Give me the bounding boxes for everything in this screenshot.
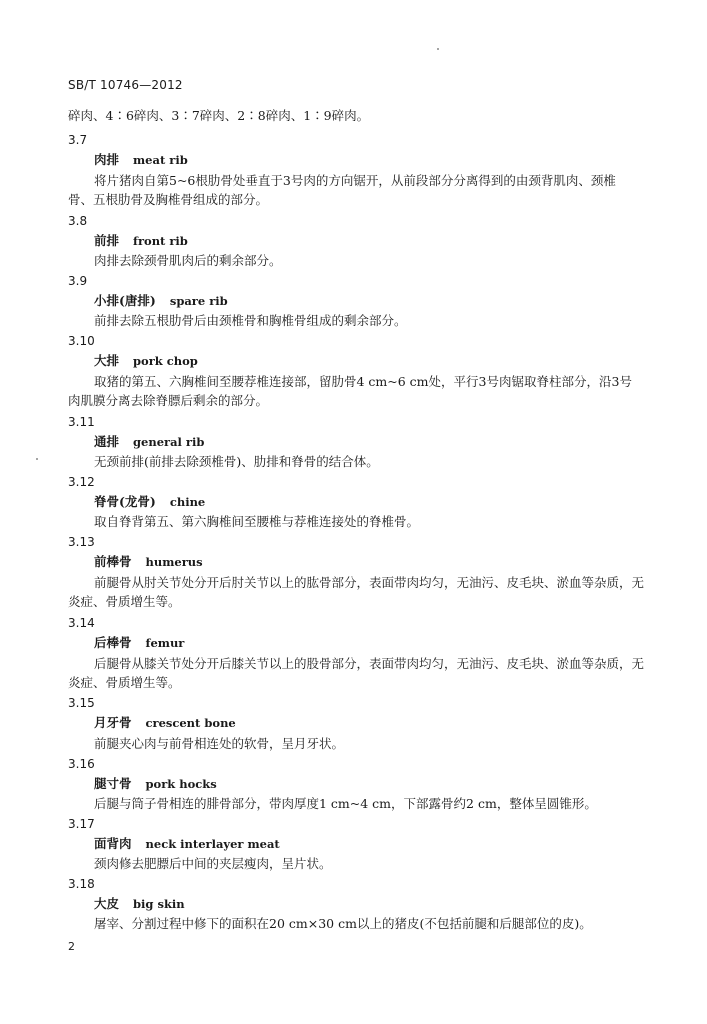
- definition-line: 后腿骨从膝关节处分开后膝关节以上的股骨部分，表面带肉均匀，无油污、皮毛块、淤血等杂质，无: [94, 656, 645, 671]
- paragraph-line: 碎肉、4∶6碎肉、3∶7碎肉、2∶8碎肉、1∶9碎肉。: [68, 108, 370, 123]
- term-en: big skin: [133, 897, 185, 911]
- term-heading: [94, 233, 188, 249]
- term-heading: [94, 715, 236, 731]
- definition-line: 肉肌膜分离去除脊膘后剩余的部分。: [68, 393, 269, 408]
- section-number: 3.13: [68, 535, 95, 549]
- term-en: general rib: [133, 435, 205, 449]
- definition-line: 屠宰、分割过程中修下的面积在20 cm×30 cm以上的猪皮(不包括前腿和后腿部位的皮)。: [94, 916, 592, 931]
- scan-speck: [437, 48, 439, 50]
- term-zh: 肉排: [94, 152, 120, 167]
- scan-speck: [36, 458, 38, 460]
- term-zh: 小排(唐排): [94, 293, 156, 308]
- section-number: 3.15: [68, 696, 95, 710]
- term-zh: 后棒骨: [94, 635, 132, 650]
- term-en: meat rib: [133, 153, 188, 167]
- term-en: front rib: [133, 234, 188, 248]
- definition-line: 取自脊背第五、第六胸椎间至腰椎与荐椎连接处的脊椎骨。: [94, 514, 420, 529]
- definition-line: 前腿骨从肘关节处分开后肘关节以上的肱骨部分，表面带肉均匀，无油污、皮毛块、淤血等杂质，无: [94, 575, 645, 590]
- term-zh: 大排: [94, 353, 120, 368]
- term-heading: [94, 494, 205, 510]
- term-heading: [94, 635, 184, 651]
- section-number: 3.14: [68, 616, 95, 630]
- term-en: crescent bone: [145, 716, 236, 730]
- section-number: 3.17: [68, 817, 95, 831]
- definition-line: 前腿夹心肉与前骨相连处的软骨，呈月牙状。: [94, 736, 345, 751]
- term-en: spare rib: [169, 294, 228, 308]
- term-zh: 前棒骨: [94, 554, 132, 569]
- term-heading: [94, 434, 204, 450]
- term-heading: [94, 896, 185, 912]
- term-heading: [94, 776, 217, 792]
- section-number: 3.10: [68, 334, 95, 348]
- term-en: neck interlayer meat: [145, 837, 280, 851]
- term-zh: 大皮: [94, 896, 120, 911]
- section-number: 3.7: [68, 133, 88, 147]
- section-number: 3.18: [68, 877, 95, 891]
- definition-line: 取猪的第五、六胸椎间至腰荐椎连接部，留肋骨4 cm~6 cm处，平行3号肉锯取脊柱部分，沿3号: [94, 374, 632, 389]
- section-number: 3.9: [68, 274, 88, 288]
- section-number: 3.8: [68, 214, 88, 228]
- definition-line: 骨、五根肋骨及胸椎骨组成的部分。: [68, 192, 269, 207]
- term-heading: [94, 836, 280, 852]
- section-number: 3.12: [68, 475, 95, 489]
- definition-line: 将片猪肉自第5~6根肋骨处垂直于3号肉的方向锯开，从前段部分分离得到的由颈背肌肉、颈椎: [94, 173, 616, 188]
- term-zh: 脊骨(龙骨): [94, 494, 156, 509]
- term-zh: 月牙骨: [94, 715, 132, 730]
- definition-line: 前排去除五根肋骨后由颈椎骨和胸椎骨组成的剩余部分。: [94, 313, 407, 328]
- standard-code: SB/T 10746—2012: [68, 78, 183, 92]
- section-number: 3.16: [68, 757, 95, 771]
- term-heading: [94, 152, 188, 168]
- definition-line: 炎症、骨质增生等。: [68, 594, 181, 609]
- definition-line: 炎症、骨质增生等。: [68, 675, 181, 690]
- term-en: femur: [145, 636, 185, 650]
- definition-line: 无颈前排(前排去除颈椎骨)、肋排和脊骨的结合体。: [94, 454, 379, 469]
- page-number: 2: [68, 940, 75, 953]
- term-heading: [94, 353, 198, 369]
- term-en: humerus: [145, 555, 203, 569]
- term-zh: 腿寸骨: [94, 776, 132, 791]
- term-en: chine: [169, 495, 206, 509]
- term-heading: [94, 554, 203, 570]
- term-zh: 面背肉: [94, 836, 132, 851]
- term-en: pork hocks: [145, 777, 217, 791]
- term-heading: [94, 293, 228, 309]
- term-zh: 前排: [94, 233, 120, 248]
- definition-line: 后腿与筒子骨相连的腓骨部分，带肉厚度1 cm~4 cm，下部露骨约2 cm，整体呈圆锥形。: [94, 796, 597, 811]
- term-zh: 通排: [94, 434, 120, 449]
- definition-line: 肉排去除颈骨肌肉后的剩余部分。: [94, 253, 282, 268]
- term-en: pork chop: [133, 354, 198, 368]
- definition-line: 颈肉修去肥膘后中间的夹层瘦肉，呈片状。: [94, 856, 332, 871]
- section-number: 3.11: [68, 415, 95, 429]
